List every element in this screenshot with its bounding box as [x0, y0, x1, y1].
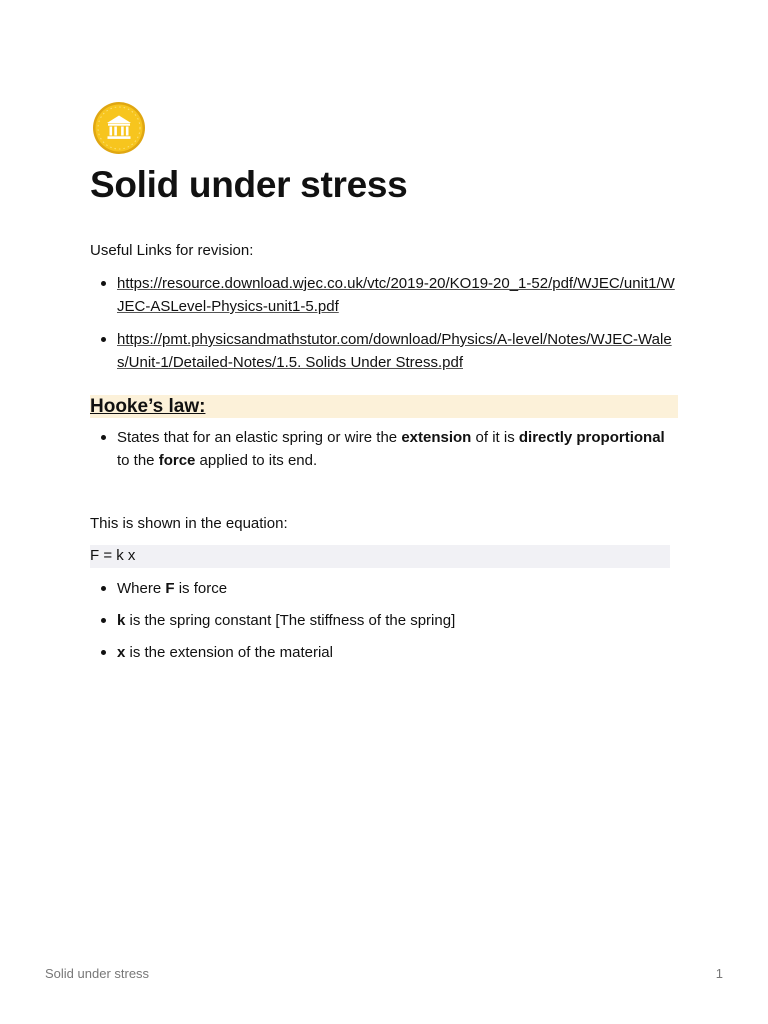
bold-term: force — [158, 452, 196, 469]
equation-intro: This is shown in the equation: — [90, 515, 288, 532]
list-item — [90, 609, 680, 632]
variable-symbol: k — [117, 612, 126, 629]
statement-text: applied to its end. — [195, 452, 318, 469]
variable-text: Where — [117, 580, 166, 597]
equation-variables-list — [90, 577, 680, 673]
classical-building-coin-icon — [92, 101, 146, 155]
list-item — [90, 272, 680, 318]
statement-text: of it is — [471, 429, 519, 446]
revision-links-list — [90, 272, 680, 384]
list-item — [90, 641, 680, 664]
page-title: Solid under stress — [90, 164, 408, 205]
footer-title: Solid under stress — [45, 966, 150, 981]
variable-text: is the spring constant [The stiffness of the spring] — [125, 612, 456, 629]
revision-link[interactable]: https://pmt.physicsandmathstutor.com/download/Physics/A-level/Notes/WJEC-Wales/Unit-1/Detailed-Notes/1.5. Solids Under Stress.pdf — [117, 331, 672, 371]
links-intro: Useful Links for revision: — [90, 242, 254, 259]
variable-text: is the extension of the material — [125, 644, 333, 661]
variable-text: is force — [174, 580, 228, 597]
equation-block: F = k x — [90, 545, 670, 568]
revision-link[interactable]: https://resource.download.wjec.co.uk/vtc/2019-20/KO19-20_1-52/pdf/WJEC/unit1/WJEC-ASLevel-Physics-unit1-5.pdf — [117, 275, 675, 315]
bold-term: directly proportional — [518, 429, 665, 446]
bold-term: extension — [401, 429, 472, 446]
hookes-law-list — [90, 426, 680, 472]
variable-symbol: x — [117, 644, 126, 661]
hookes-law-heading: Hooke’s law: — [90, 395, 678, 418]
list-item — [90, 577, 680, 600]
variable-symbol: F — [165, 580, 175, 597]
list-item — [90, 426, 680, 472]
list-item — [90, 328, 680, 374]
statement-text: to the — [117, 452, 159, 469]
statement-text: States that for an elastic spring or wire the — [117, 429, 402, 446]
page-number: 1 — [715, 966, 723, 981]
